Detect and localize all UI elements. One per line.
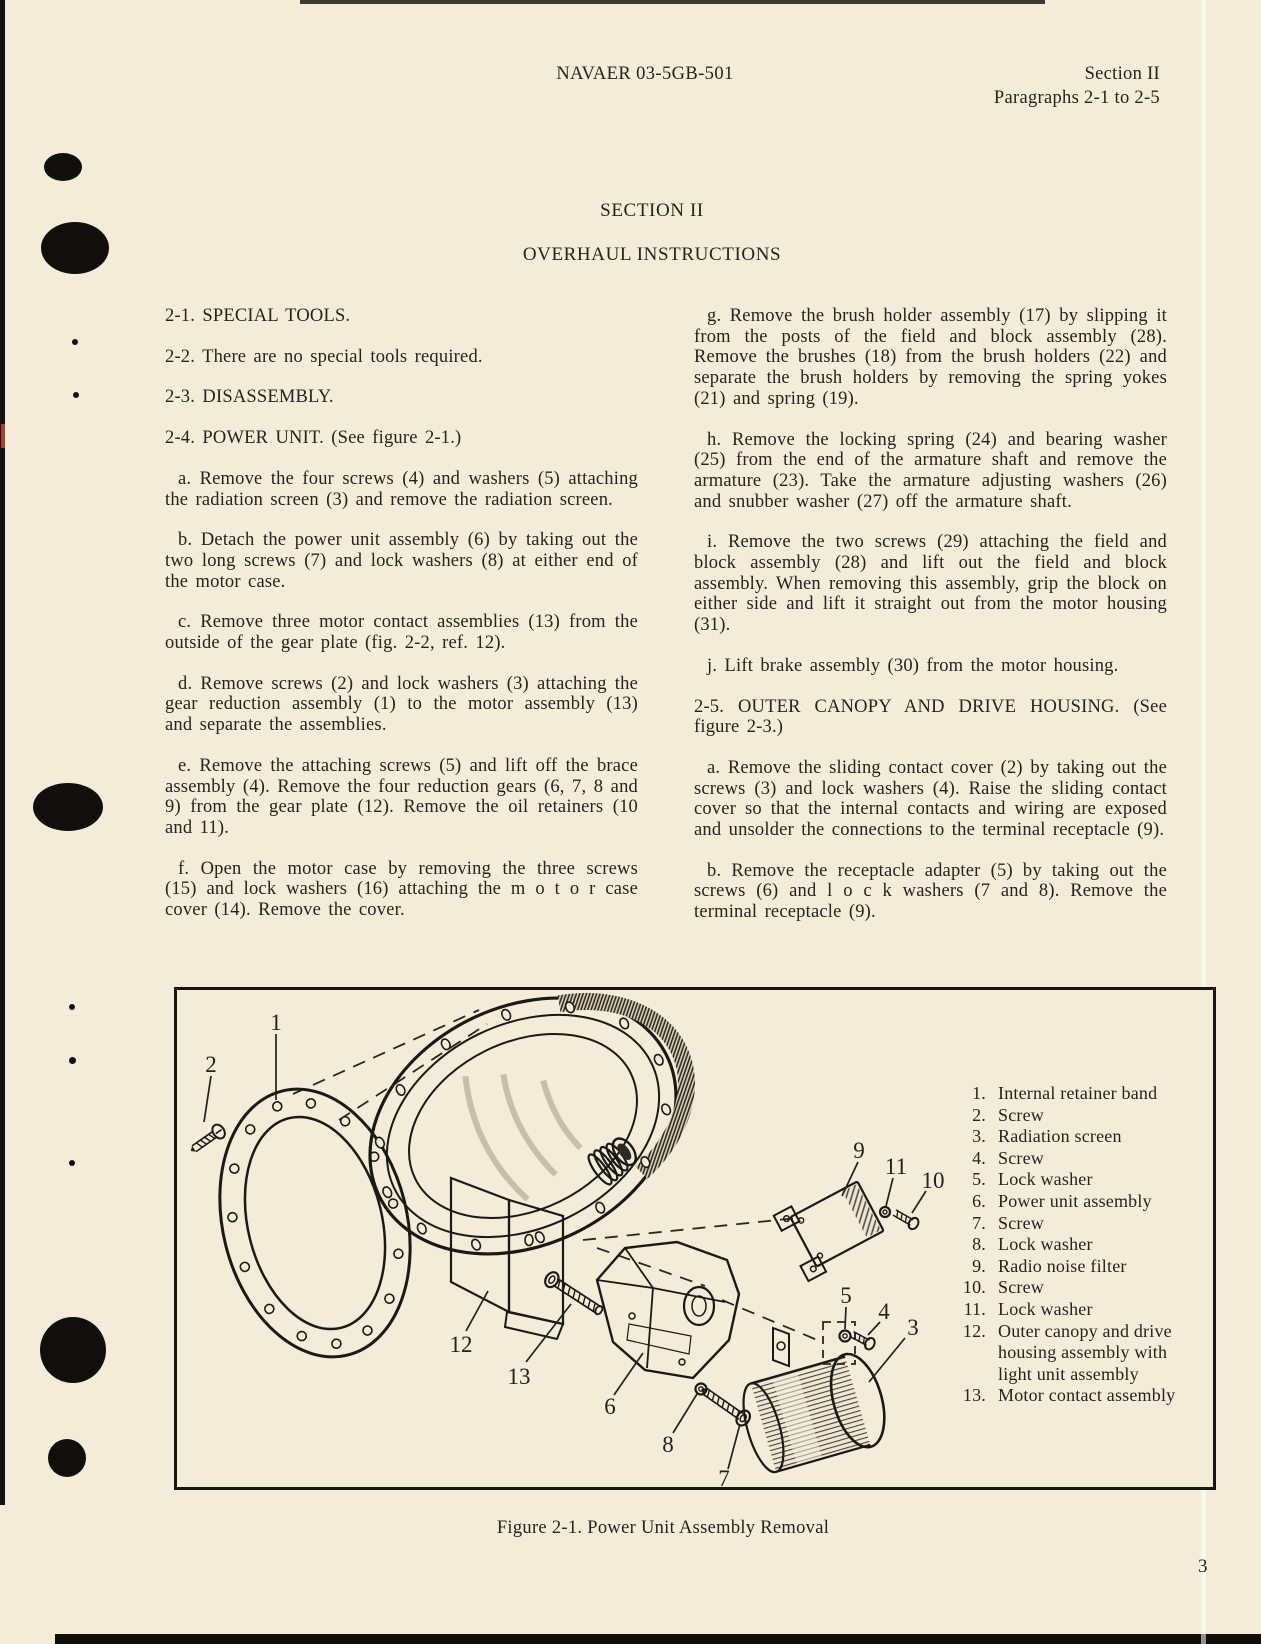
screw-2 [186,1122,227,1157]
part-label: Screw [998,1104,1044,1125]
screw-10 [891,1207,920,1231]
motor-contact-screw [542,1270,605,1319]
binding-hole-mark [69,1160,75,1166]
part-label: Power unit assembly [998,1190,1152,1211]
paragraph-2-4c: c. Remove three motor contact assemblies (13) from the outside of the gear plate (fig. 2-2, ref. 12). [165,612,638,654]
part-number: 3. [972,1126,986,1147]
callout-12: 12 [449,1332,473,1357]
part-number: 13. [962,1385,986,1406]
scan-edge-top [300,0,1045,4]
callout-4: 4 [878,1299,890,1324]
callout-3: 3 [907,1315,919,1340]
outer-canopy-light-unit [327,990,731,1303]
legend-item [942,1385,1198,1407]
paragraph-2-1: 2-1. SPECIAL TOOLS. [165,306,351,326]
legend-item [942,1321,1198,1386]
paragraph-2-4i: i. Remove the two screws (29) attaching the field and block assembly (28) and lift out the field and block assembly. When removing this assembly, grip the block on either side and lift it straight out from the motor housing (31). [694,532,1167,636]
legend-item [942,1213,1198,1235]
figure-caption: Figure 2-1. Power Unit Assembly Removal [496,1518,830,1538]
header-paragraph-range: Paragraphs 2-1 to 2-5 [993,88,1160,108]
legend-item [942,1083,1198,1105]
scan-edge-bottom [55,1634,1261,1644]
paragraph-2-4f: f. Open the motor case by removing the three screws (15) and lock washers (16) attaching the m o t o r case cover (14). Remove the cover. [165,858,638,921]
part-number: 8. [972,1234,986,1255]
right-column [694,306,1167,943]
binding-hole-mark [69,1004,75,1010]
part-number: 9. [972,1255,986,1276]
legend-item [942,1148,1198,1170]
callout-8: 8 [662,1432,674,1457]
left-column [165,306,638,943]
paragraph-2-4a: a. Remove the four screws (4) and washers (5) attaching the radiation screen (3) and remove the radiation screen. [165,468,638,510]
legend-item [942,1169,1198,1191]
paragraph-2-4g: g. Remove the brush holder assembly (17) by slipping it from the posts of the field and block assembly (28). Remove the brushes (18) from the brush holders (22) and separate the brush holders by removing the spring yokes (21) and spring (19). [694,306,1167,409]
legend-item [942,1256,1198,1278]
power-unit-assembly [597,1242,739,1378]
drive-housing-block [451,1178,563,1339]
callout-11: 11 [884,1154,908,1179]
binding-hole-mark [73,392,79,398]
part-label: Radio noise filter [998,1255,1127,1276]
legend-item [942,1277,1198,1299]
part-number: 6. [972,1190,986,1211]
legend-item [942,1234,1198,1256]
legend-item [942,1191,1198,1213]
part-number: 10. [962,1277,986,1298]
paragraph-2-5b: b. Remove the receptacle adapter (5) by taking out the screws (6) and l o c k washers (7 and 8). Remove the terminal receptacle (9). [694,860,1167,923]
scan-edge-left [0,0,5,1505]
header-section: Section II [1084,64,1160,84]
callout-9: 9 [853,1138,865,1163]
lock-washer-11 [880,1207,890,1217]
lens-highlights [455,1045,591,1206]
legend-item [942,1105,1198,1127]
callout-5: 5 [840,1283,852,1308]
paragraph-2-5a: a. Remove the sliding contact cover (2) by taking out the screws (3) and lock washers (4). Raise the sliding contact cover so that the internal contacts and wiring are exposed and unsolder the connections to the terminal receptacle (9). [694,757,1167,841]
paragraph-2-3: 2-3. DISASSEMBLY. [165,387,334,408]
paragraph-2-4j: j. Lift brake assembly (30) from the motor housing. [707,655,1119,676]
part-number: 4. [972,1147,986,1168]
paragraph-2-5: 2-5. OUTER CANOPY AND DRIVE HOUSING. (See figure 2-3.) [694,696,1167,738]
part-label: Motor contact assembly [998,1385,1176,1406]
section-subtitle: OVERHAUL INSTRUCTIONS [522,244,782,265]
binding-hole-mark [40,1317,106,1383]
callout-13: 13 [507,1364,531,1389]
screw-4 [849,1329,876,1351]
part-label: Lock washer [998,1169,1093,1190]
binding-hole-mark [48,1439,86,1477]
part-number: 11. [963,1298,986,1319]
part-number: 5. [972,1169,986,1190]
callout-2: 2 [205,1052,217,1077]
part-label: Screw [998,1212,1044,1233]
retainer-band-holes [204,1079,429,1366]
part-label: Radiation screen [998,1126,1122,1147]
part-label: Lock washer [998,1234,1093,1255]
binding-hole-mark [44,153,82,181]
margin-red-mark [1,424,5,448]
part-label: Outer canopy and drive housing assembly with light unit assembly [998,1320,1172,1384]
part-number: 12. [962,1320,986,1341]
radio-noise-filter [774,1173,888,1281]
lock-washer-5 [840,1331,851,1342]
part-number: 2. [972,1104,986,1125]
callout-7: 7 [718,1466,730,1487]
paragraph-2-4b: b. Detach the power unit assembly (6) by taking out the two long screws (7) and lock washers (8) at either end of the motor case. [165,530,638,592]
header-section-block [860,62,1160,110]
figure-parts-legend [942,1083,1198,1407]
paragraph-2-4: 2-4. POWER UNIT. (See figure 2-1.) [165,428,462,449]
binding-hole-mark [69,1057,76,1064]
body-columns [165,306,1167,943]
radiation-screen [735,1348,894,1478]
paragraph-2-4d: d. Remove screws (2) and lock washers (3) attaching the gear reduction assembly (1) to the motor assembly (13) and separate the assemblies. [165,673,638,736]
legend-item [942,1126,1198,1148]
paragraph-2-2: 2-2. There are no special tools required. [165,346,483,367]
part-label: Screw [998,1277,1044,1298]
part-label: Internal retainer band [998,1083,1158,1103]
paragraph-2-4h: h. Remove the locking spring (24) and bearing washer (25) from the end of the armature shaft and remove the armature (23). Take the armature adjusting washers (26) and snubber washer (27) off the armature shaft. [694,429,1167,512]
page-number: 3 [1198,1556,1208,1577]
binding-hole-mark [72,339,78,345]
part-label: Lock washer [998,1298,1093,1319]
paragraph-2-4e: e. Remove the attaching screws (5) and lift off the brace assembly (4). Remove the four reduction gears (6, 7, 8 and 9) from the gear plate (12). Remove the oil retainers (10 and 11). [165,755,638,838]
legend-item [942,1299,1198,1321]
binding-hole-mark [33,783,103,831]
part-number: 1. [972,1083,986,1103]
callout-6: 6 [604,1394,616,1419]
document-number: NAVAER 03-5GB-501 [556,64,734,84]
section-title: SECTION II [600,200,704,221]
callout-10: 10 [921,1168,945,1193]
callout-1: 1 [270,1010,282,1035]
part-label: Screw [998,1147,1044,1168]
part-number: 7. [972,1212,986,1233]
